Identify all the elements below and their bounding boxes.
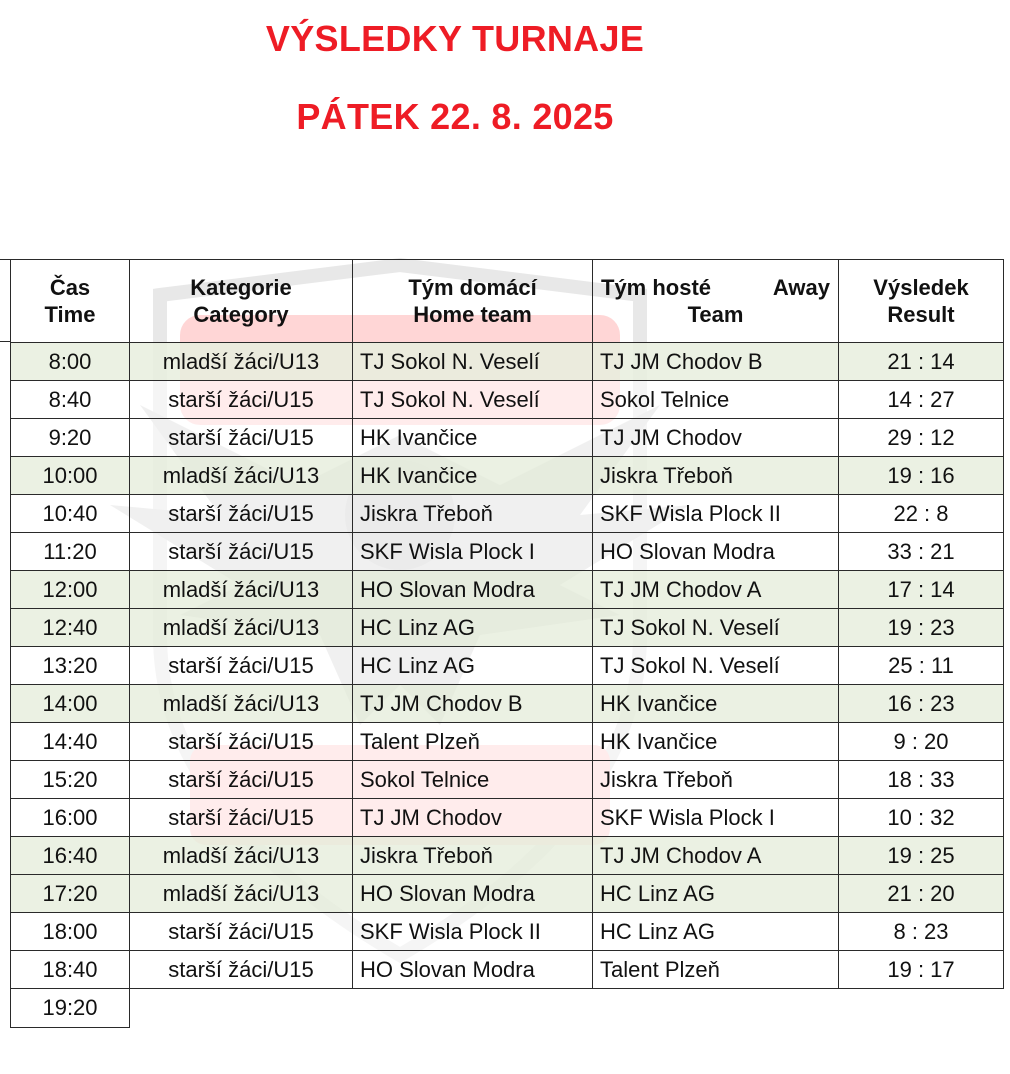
away-team: TJ JM Chodov A [593, 571, 839, 609]
match-result: 18 : 33 [839, 761, 1004, 799]
away-team: TJ Sokol N. Veselí [593, 609, 839, 647]
match-category: mladší žáci/U13 [130, 875, 353, 913]
home-team: HO Slovan Modra [353, 951, 593, 989]
home-team: Jiskra Třeboň [353, 837, 593, 875]
match-result: 19 : 23 [839, 609, 1004, 647]
match-result: 21 : 20 [839, 875, 1004, 913]
home-team: TJ JM Chodov [353, 799, 593, 837]
table-row [11, 571, 1004, 609]
table-row [11, 343, 1004, 381]
match-time: 8:40 [11, 381, 130, 419]
match-category: starší žáci/U15 [130, 913, 353, 951]
match-time: 14:00 [11, 685, 130, 723]
home-team: SKF Wisla Plock II [353, 913, 593, 951]
away-team: TJ Sokol N. Veselí [593, 647, 839, 685]
away-team: TJ JM Chodov [593, 419, 839, 457]
away-team: SKF Wisla Plock II [593, 495, 839, 533]
table-row [11, 723, 1004, 761]
home-team: TJ Sokol N. Veselí [353, 343, 593, 381]
column-header-result: Výsledek Result [839, 260, 1004, 343]
table-row [11, 685, 1004, 723]
home-team: Jiskra Třeboň [353, 495, 593, 533]
match-time: 8:00 [11, 343, 130, 381]
match-result: 9 : 20 [839, 723, 1004, 761]
match-result: 21 : 14 [839, 343, 1004, 381]
home-team: TJ JM Chodov B [353, 685, 593, 723]
away-team: HO Slovan Modra [593, 533, 839, 571]
page-date: PÁTEK 22. 8. 2025 [296, 96, 614, 137]
match-category: starší žáci/U15 [130, 723, 353, 761]
match-result: 17 : 14 [839, 571, 1004, 609]
table-row [11, 609, 1004, 647]
match-time: 15:20 [11, 761, 130, 799]
away-team: HK Ivančice [593, 685, 839, 723]
match-time: 9:20 [11, 419, 130, 457]
match-time: 12:00 [11, 571, 130, 609]
match-time: 16:00 [11, 799, 130, 837]
match-time: 18:40 [11, 951, 130, 989]
match-result: 29 : 12 [839, 419, 1004, 457]
match-time: 16:40 [11, 837, 130, 875]
table-header-row [11, 260, 1004, 343]
away-team: TJ JM Chodov B [593, 343, 839, 381]
away-team: SKF Wisla Plock I [593, 799, 839, 837]
table-row-final [11, 989, 1004, 1028]
away-team: HK Ivančice [593, 723, 839, 761]
away-team: Sokol Telnice [593, 381, 839, 419]
match-category: mladší žáci/U13 [130, 609, 353, 647]
match-category: mladší žáci/U13 [130, 837, 353, 875]
match-category: starší žáci/U15 [130, 419, 353, 457]
match-result: 8 : 23 [839, 913, 1004, 951]
away-team: HC Linz AG [593, 875, 839, 913]
match-category: mladší žáci/U13 [130, 457, 353, 495]
column-header-time: Čas Time [11, 260, 130, 343]
table-row [11, 913, 1004, 951]
home-team: HO Slovan Modra [353, 571, 593, 609]
match-category: starší žáci/U15 [130, 761, 353, 799]
match-category: starší žáci/U15 [130, 799, 353, 837]
away-team: Talent Plzeň [593, 951, 839, 989]
match-result: 14 : 27 [839, 381, 1004, 419]
page-title: VÝSLEDKY TURNAJE [265, 18, 645, 59]
home-team: HK Ivančice [353, 457, 593, 495]
match-category: starší žáci/U15 [130, 495, 353, 533]
home-team: SKF Wisla Plock I [353, 533, 593, 571]
match-time: 11:20 [11, 533, 130, 571]
column-header-away-team: Tým hosté Away Team [593, 260, 839, 343]
match-time: 14:40 [11, 723, 130, 761]
match-category: starší žáci/U15 [130, 951, 353, 989]
match-result: 25 : 11 [839, 647, 1004, 685]
match-result: 33 : 21 [839, 533, 1004, 571]
table-row [11, 381, 1004, 419]
match-time: 10:40 [11, 495, 130, 533]
match-category: mladší žáci/U13 [130, 571, 353, 609]
match-result: 19 : 16 [839, 457, 1004, 495]
home-team: Sokol Telnice [353, 761, 593, 799]
away-team: HC Linz AG [593, 913, 839, 951]
match-time: 19:20 [11, 989, 130, 1028]
match-result: 16 : 23 [839, 685, 1004, 723]
table-row [11, 419, 1004, 457]
table-row [11, 457, 1004, 495]
home-team: HC Linz AG [353, 647, 593, 685]
away-team: TJ JM Chodov A [593, 837, 839, 875]
table-row [11, 761, 1004, 799]
match-category: starší žáci/U15 [130, 533, 353, 571]
results-table [10, 259, 1004, 1028]
home-team: TJ Sokol N. Veselí [353, 381, 593, 419]
match-category: starší žáci/U15 [130, 647, 353, 685]
match-time: 10:00 [11, 457, 130, 495]
table-row [11, 647, 1004, 685]
match-category: mladší žáci/U13 [130, 685, 353, 723]
away-team: Jiskra Třeboň [593, 457, 839, 495]
table-row [11, 533, 1004, 571]
table-row [11, 951, 1004, 989]
table-row [11, 495, 1004, 533]
match-time: 12:40 [11, 609, 130, 647]
table-row [11, 875, 1004, 913]
home-team: HO Slovan Modra [353, 875, 593, 913]
table-row [11, 837, 1004, 875]
match-category: starší žáci/U15 [130, 381, 353, 419]
home-team: HC Linz AG [353, 609, 593, 647]
match-result: 22 : 8 [839, 495, 1004, 533]
away-team: Jiskra Třeboň [593, 761, 839, 799]
left-edge-line [0, 341, 10, 342]
home-team: Talent Plzeň [353, 723, 593, 761]
column-header-home-team: Tým domácí Home team [353, 260, 593, 343]
left-edge-line [0, 259, 10, 260]
match-time: 13:20 [11, 647, 130, 685]
match-time: 17:20 [11, 875, 130, 913]
match-time: 18:00 [11, 913, 130, 951]
home-team: HK Ivančice [353, 419, 593, 457]
column-header-category: Kategorie Category [130, 260, 353, 343]
table-row [11, 799, 1004, 837]
match-category: mladší žáci/U13 [130, 343, 353, 381]
match-result: 10 : 32 [839, 799, 1004, 837]
match-result: 19 : 25 [839, 837, 1004, 875]
match-result: 19 : 17 [839, 951, 1004, 989]
